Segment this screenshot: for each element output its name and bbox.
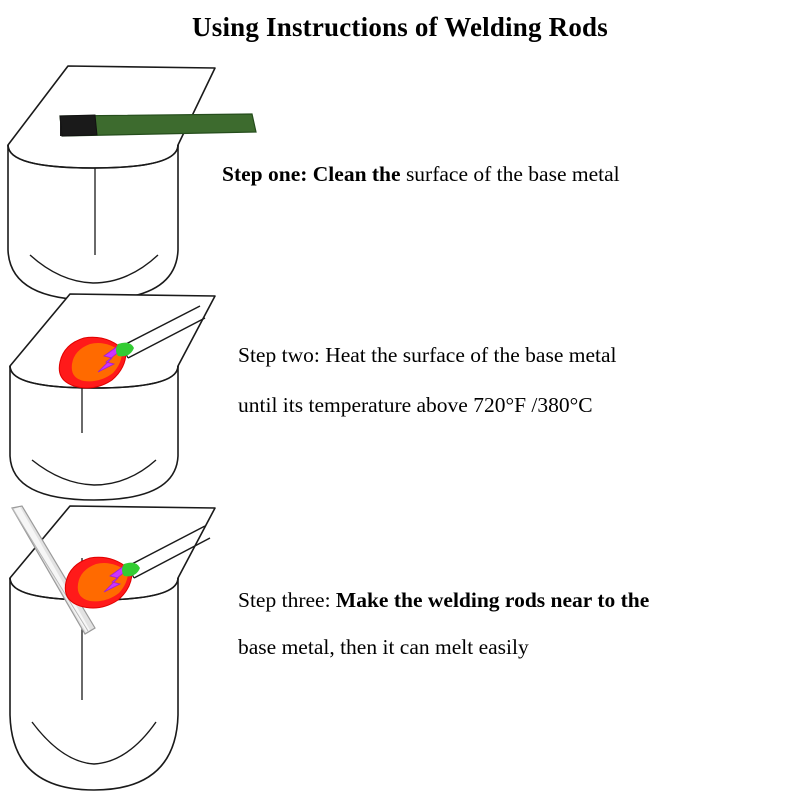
step-one-lead: Step one: Clean the — [222, 162, 401, 186]
step-two-text-line1 — [238, 333, 617, 377]
step-one-text — [222, 152, 620, 196]
flame — [65, 557, 140, 608]
page-title: Using Instructions of Welding Rods — [192, 12, 608, 42]
step-two-line2: until its temperature above 720°F /380°C — [238, 393, 593, 417]
cleaning-brush — [60, 114, 256, 136]
step-three-figure — [0, 500, 240, 800]
step-three-line2: base metal, then it can melt easily — [238, 635, 529, 659]
step-two-figure — [0, 288, 230, 503]
step-three-lead: Step three: — [238, 588, 336, 612]
base-metal-cylinder — [8, 66, 215, 300]
step-one-rest: surface of the base metal — [400, 162, 620, 186]
step-two-text-line2 — [238, 383, 593, 427]
step-two-lead: Step two: Heat the surface of the base metal — [238, 343, 617, 367]
step-three-text-line2 — [238, 625, 529, 669]
step-one-figure — [0, 50, 230, 280]
step-three-text-line1 — [238, 578, 649, 622]
base-metal-cylinder — [10, 294, 215, 500]
step-three-rest: Make the welding rods near to the — [335, 588, 650, 612]
